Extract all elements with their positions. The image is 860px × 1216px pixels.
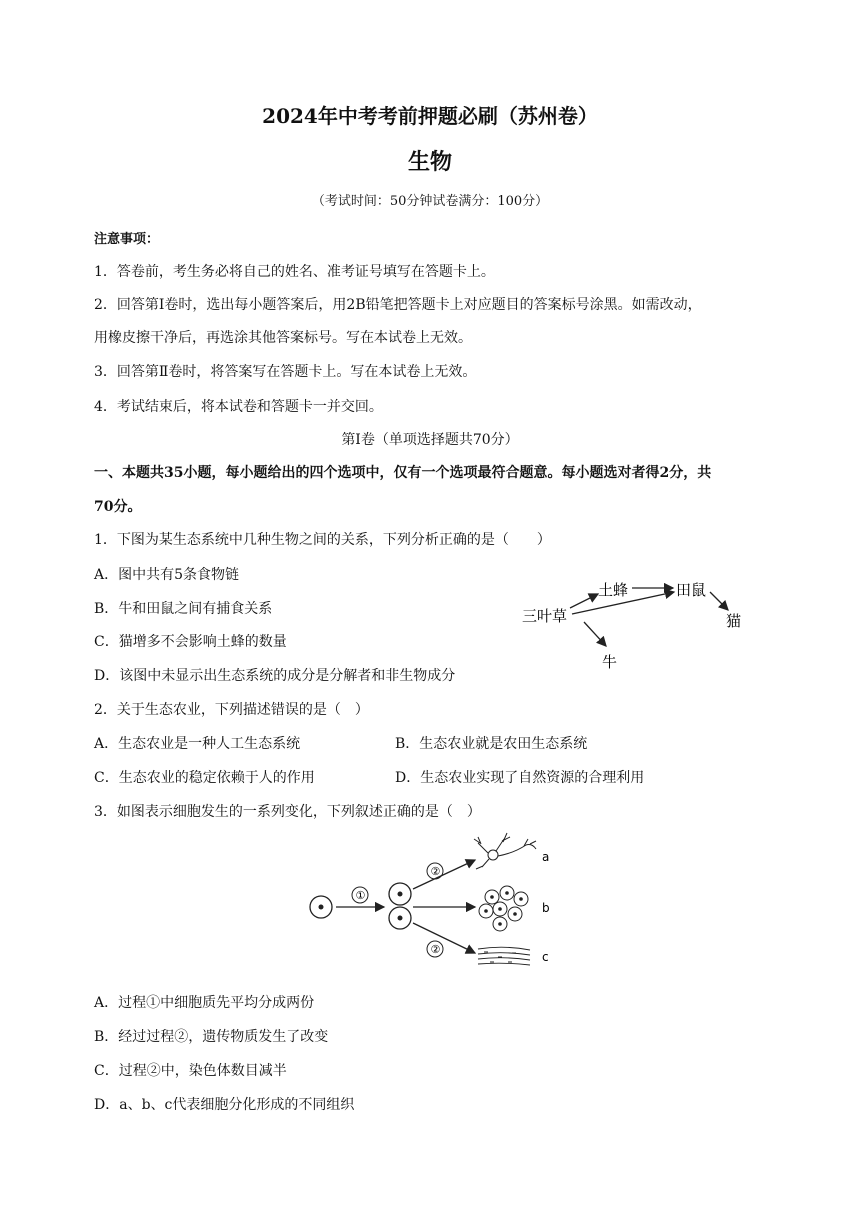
q1-option-b: B．牛和田鼠之间有捕食关系	[94, 601, 273, 617]
food-web-diagram	[510, 570, 780, 680]
arrow-to-a	[413, 860, 475, 889]
q3-option-d: D．a、b、c代表细胞分化形成的不同组织	[94, 1097, 355, 1113]
notice-item: 3．回答第Ⅱ卷时，将答案写在答题卡上。写在本试卷上无效。	[94, 364, 477, 380]
subject-title: 生物	[407, 149, 452, 175]
step1-label: ①	[355, 889, 366, 902]
node-mouse: 田鼠	[676, 581, 707, 599]
cell-cluster-icon	[479, 886, 528, 931]
arrow-clover-bee	[570, 594, 598, 608]
question-stem: 2．关于生态农业，下列描述错误的是（ ）	[94, 702, 369, 718]
nerve-tissue-icon	[474, 833, 536, 869]
q2-option-d: D．生态农业实现了自然资源的合理利用	[395, 770, 645, 786]
q1-option-a: A．图中共有5条食物链	[94, 567, 240, 583]
step2-label-top: ②	[430, 865, 441, 878]
label-a: a	[542, 850, 550, 864]
q3-option-b: B．经过过程②，遗传物质发生了改变	[94, 1029, 329, 1045]
node-bee: 土蜂	[598, 581, 629, 599]
q2-option-c: C．生态农业的稳定依赖于人的作用	[94, 770, 315, 786]
muscle-tissue-icon	[478, 947, 530, 965]
cell-change-diagram	[300, 825, 570, 980]
notice-item: 用橡皮擦干净后，再选涂其他答案标号。写在本试卷上无效。	[94, 330, 472, 346]
section-heading-text: 第Ⅰ卷（单项选择题共70分）	[341, 432, 519, 448]
label-c: c	[542, 950, 549, 964]
q2-option-a: A．生态农业是一种人工生态系统	[94, 736, 301, 752]
nucleus	[398, 916, 403, 921]
node-producer: 三叶草	[522, 607, 568, 625]
section-instruction: 一、本题共35小题，每小题给出的四个选项中，仅有一个选项最符合题意。每小题选对者得2分，共	[94, 465, 712, 481]
notice-heading: 注意事项：	[94, 232, 160, 247]
section-instruction: 70分。	[94, 499, 142, 515]
node-cow: 牛	[602, 653, 618, 671]
arrow-to-c	[413, 923, 475, 953]
label-b: b	[542, 901, 550, 915]
notice-item: 2．回答第Ⅰ卷时，选出每小题答案后，用2B铅笔把答题卡上对应题目的答案标号涂黑。如需改动，	[94, 297, 702, 313]
nucleus	[319, 905, 324, 910]
q1-option-d: D．该图中未显示出生态系统的成分是分解者和非生物成分	[94, 668, 456, 684]
page-title: 2024年中考考前押题必刷（苏州卷）	[262, 104, 598, 128]
node-cat: 猫	[726, 612, 742, 630]
q3-option-c: C．过程②中，染色体数目减半	[94, 1063, 287, 1079]
notice-item: 4．考试结束后，将本试卷和答题卡一并交回。	[94, 399, 383, 415]
q2-option-b: B．生态农业就是农田生态系统	[395, 736, 588, 752]
arrow-mouse-cat	[710, 592, 728, 610]
section-heading	[0, 429, 860, 449]
exam-info: （考试时间：50分钟试卷满分：100分）	[311, 194, 549, 209]
q1-option-c: C．猫增多不会影响土蜂的数量	[94, 634, 287, 650]
question-stem: 3．如图表示细胞发生的一系列变化，下列叙述正确的是（ ）	[94, 804, 481, 820]
arrow-clover-cow	[584, 622, 606, 646]
nucleus	[398, 892, 403, 897]
question-stem: 1．下图为某生态系统中几种生物之间的关系，下列分析正确的是（ ）	[94, 532, 551, 548]
notice-item: 1．答卷前，考生务必将自己的姓名、准考证号填写在答题卡上。	[94, 264, 495, 280]
step2-label-bottom: ②	[430, 943, 441, 956]
q3-option-a: A．过程①中细胞质先平均分成两份	[94, 995, 315, 1011]
